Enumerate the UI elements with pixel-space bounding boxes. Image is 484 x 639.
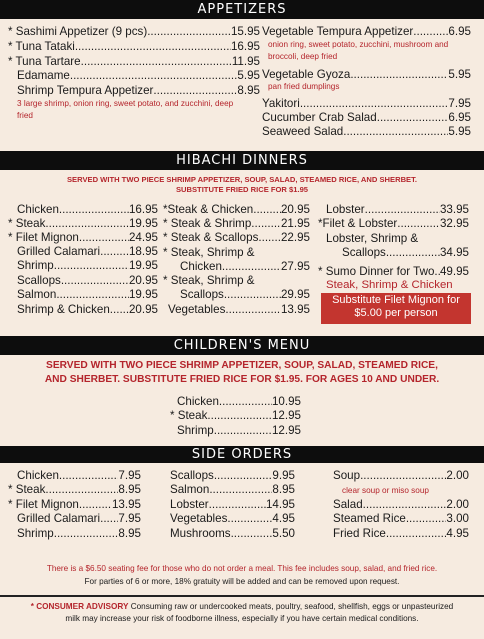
menu-item: Chicken ..... 10.95: [177, 395, 301, 408]
menu-item: * Steak ..... 19.95: [8, 217, 158, 230]
menu-item: Fried Rice ..... 4.95: [333, 527, 469, 540]
menu-item: Soup ..... 2.00: [333, 469, 469, 482]
menu-item-label: * Steak, Shrimp &: [163, 246, 255, 259]
menu-item: Shrimp ..... 8.95: [17, 527, 141, 540]
advisory-label: * CONSUMER ADVISORY: [30, 602, 129, 611]
childrens-menu-header: CHILDREN'S MENU: [0, 336, 484, 355]
item-description: pan fried dumplings: [268, 82, 340, 91]
childrens-note-line: SERVED WITH TWO PIECE SHRIMP APPETIZER, SOUP, SALAD, STEAMED RICE,: [46, 360, 438, 371]
menu-item: Shrimp ..... 12.95: [177, 424, 301, 437]
substitute-badge: [321, 293, 471, 324]
menu-item: * Sumo Dinner for Two ..... 49.95: [318, 265, 469, 278]
menu-item: Scallops ..... 20.95: [17, 274, 158, 287]
menu-item: * Steak & Scallops ..... 22.95: [163, 231, 310, 244]
menu-item: Edamame ..... 5.95: [17, 69, 260, 82]
menu-item: Scallops ..... 29.95: [180, 288, 310, 301]
appetizers-header: APPETIZERS: [0, 0, 484, 19]
menu-item-label: Lobster, Shrimp &: [326, 232, 419, 245]
item-description: clear soup or miso soup: [342, 486, 429, 495]
menu-item: Shrimp ..... 19.95: [17, 259, 158, 272]
hibachi-note: [0, 175, 484, 195]
menu-item: * Tuna Tataki ..... 16.95: [8, 40, 260, 53]
menu-item: Lobster ..... 14.95: [170, 498, 295, 511]
menu-item: Cucumber Crab Salad ..... 6.95: [262, 111, 471, 124]
menu-item: Steamed Rice ..... 3.00: [333, 512, 469, 525]
menu-item: Scallops ..... 9.95: [170, 469, 295, 482]
seating-fee-note: There is a $6.50 seating fee for those who do not order a meal. This fee includes soup, salad, and fried rice.: [46, 564, 438, 573]
menu-item: * Filet Mignon ..... 24.95: [8, 231, 158, 244]
sumo-description: Steak, Shrimp & Chicken: [326, 279, 453, 291]
menu-item: Chicken ..... 7.95: [17, 469, 141, 482]
item-description: onion ring, sweet potato, zucchini, mushroom and broccoli, deep fried: [268, 40, 449, 61]
childrens-note-line: AND SHERBET. SUBSTITUTE FRIED RICE FOR $1.95. FOR AGES 10 AND UNDER.: [44, 374, 440, 385]
menu-item: Salad ..... 2.00: [333, 498, 469, 511]
menu-item: *Steak & Chicken ..... 20.95: [163, 203, 310, 216]
menu-item: Grilled Calamari ..... 7.95: [17, 512, 141, 525]
consumer-advisory: [0, 601, 484, 625]
menu-item: * Sashimi Appetizer (9 pcs) ..... 15.95: [8, 25, 260, 38]
menu-item: Mushrooms ..... 5.50: [170, 527, 295, 540]
menu-item: * Filet Mignon ..... 13.95: [8, 498, 141, 511]
menu-item: Grilled Calamari ..... 18.95: [17, 245, 158, 258]
substitute-line: $5.00 per person: [354, 307, 438, 319]
menu-item: Seaweed Salad ..... 5.95: [262, 125, 471, 138]
item-description: 3 large shrimp, onion ring, sweet potato, and zucchini, deep fried: [17, 99, 234, 120]
gratuity-note: For parties of 6 or more, 18% gratuity will be added and can be removed upon request.: [84, 577, 400, 586]
substitute-line: Substitute Filet Mignon for: [332, 294, 460, 306]
menu-item: Chicken ..... 27.95: [180, 260, 310, 273]
menu-item: Shrimp Tempura Appetizer ..... 8.95: [17, 84, 260, 97]
advisory-text: Consuming raw or undercooked meats, poultry, seafood, shellfish, eggs or unpasteurized: [130, 602, 454, 611]
hibachi-header: HIBACHI DINNERS: [0, 151, 484, 170]
childrens-note: [0, 359, 484, 387]
menu-item: Vegetable Gyoza ..... 5.95: [262, 68, 471, 81]
menu-item: * Steak ..... 8.95: [8, 483, 141, 496]
footer-divider: [0, 595, 484, 597]
menu-item: Vegetables ..... 4.95: [170, 512, 295, 525]
hibachi-note-line: SUBSTITUTE FRIED RICE FOR $1.95: [175, 185, 309, 194]
menu-item: Salmon ..... 19.95: [17, 288, 158, 301]
menu-item: Lobster ..... 33.95: [326, 203, 469, 216]
menu-item: Scallops ..... 34.95: [342, 246, 469, 259]
menu-item: * Steak & Shrimp ..... 21.95: [163, 217, 310, 230]
menu-item: *Filet & Lobster ..... 32.95: [318, 217, 469, 230]
menu-item: Vegetable Tempura Appetizer ..... 6.95: [262, 25, 471, 38]
menu-item: * Steak ..... 12.95: [170, 409, 301, 422]
menu-item-label: * Steak, Shrimp &: [163, 274, 255, 287]
menu-item: Salmon ..... 8.95: [170, 483, 295, 496]
menu-item: Yakitori ..... 7.95: [262, 97, 471, 110]
menu-item: Chicken ..... 16.95: [17, 203, 158, 216]
menu-item: Shrimp & Chicken ..... 20.95: [17, 303, 158, 316]
menu-item: Vegetables ..... 13.95: [168, 303, 310, 316]
side-orders-header: SIDE ORDERS: [0, 446, 484, 463]
advisory-text: milk may increase your risk of foodborne illness, especially if you have certain medical conditions.: [65, 614, 419, 623]
hibachi-note-line: SERVED WITH TWO PIECE SHRIMP APPETIZER, SOUP, SALAD, STEAMED RICE, AND SHERBET.: [66, 175, 418, 184]
menu-item: * Tuna Tartare ..... 11.95: [8, 55, 260, 68]
